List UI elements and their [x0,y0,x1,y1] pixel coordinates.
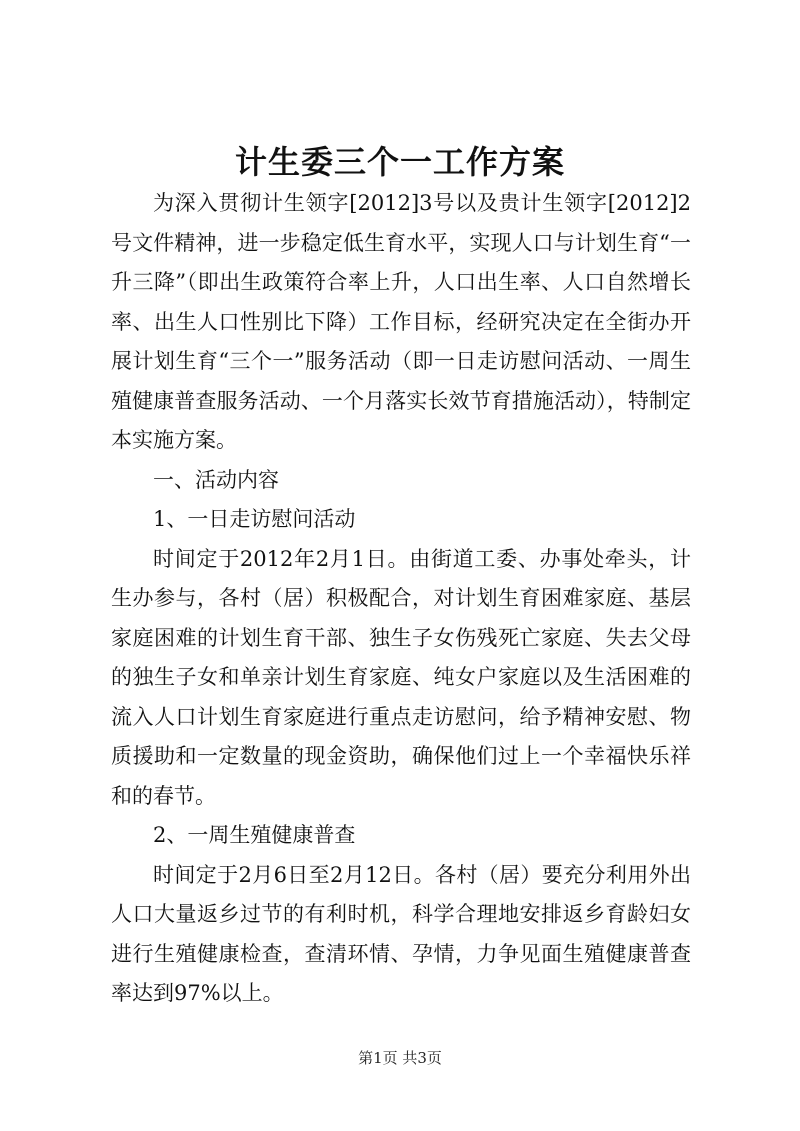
intro-paragraph: 为深入贯彻计生领字[2012]3号以及贵计生领字[2012]2号文件精神，进一步稳定低生育水平，实现人口与计划生育“一升三降”（即出生政策符合率上升，人口出生率、人口自然增长率、出生人口性别比下降）工作目标，经研究决定在全街办开展计划生育“三个一”服务活动（即一日走访慰问活动、一周生殖健康普查服务活动、一个月落实长效节育措施活动），特制定本实施方案。 [111,191,691,452]
subsection-heading-visit: 1、一日走访慰问活动 [153,507,356,531]
visit-paragraph: 时间定于2012年2月1日。由街道工委、办事处牵头，计生办参与，各村（居）积极配合，对计划生育困难家庭、基层家庭困难的计划生育干部、独生子女伤残死亡家庭、失去父母的独生子女和单亲计划生育家庭、纯女户家庭以及生活困难的流入人口计划生育家庭进行重点走访慰问，给予精神安慰、物质援助和一定数量的现金资助，确保他们过上一个幸福快乐祥和的春节。 [111,546,691,808]
document-body [111,184,691,1014]
document-title: 计生委三个一工作方案 [234,143,565,181]
subsection-heading-health-check: 2、一周生殖健康普查 [153,823,356,847]
health-check-paragraph: 时间定于2月6日至2月12日。各村（居）要充分利用外出人口大量返乡过节的有利时机，科学合理地安排返乡育龄妇女进行生殖健康检查，查清环情、孕情，力争见面生殖健康普查率达到97%以上。 [111,862,691,1005]
section-heading-activity-content: 一、活动内容 [153,467,279,492]
page-number-footer: 第1页 共3页 [358,1049,442,1067]
